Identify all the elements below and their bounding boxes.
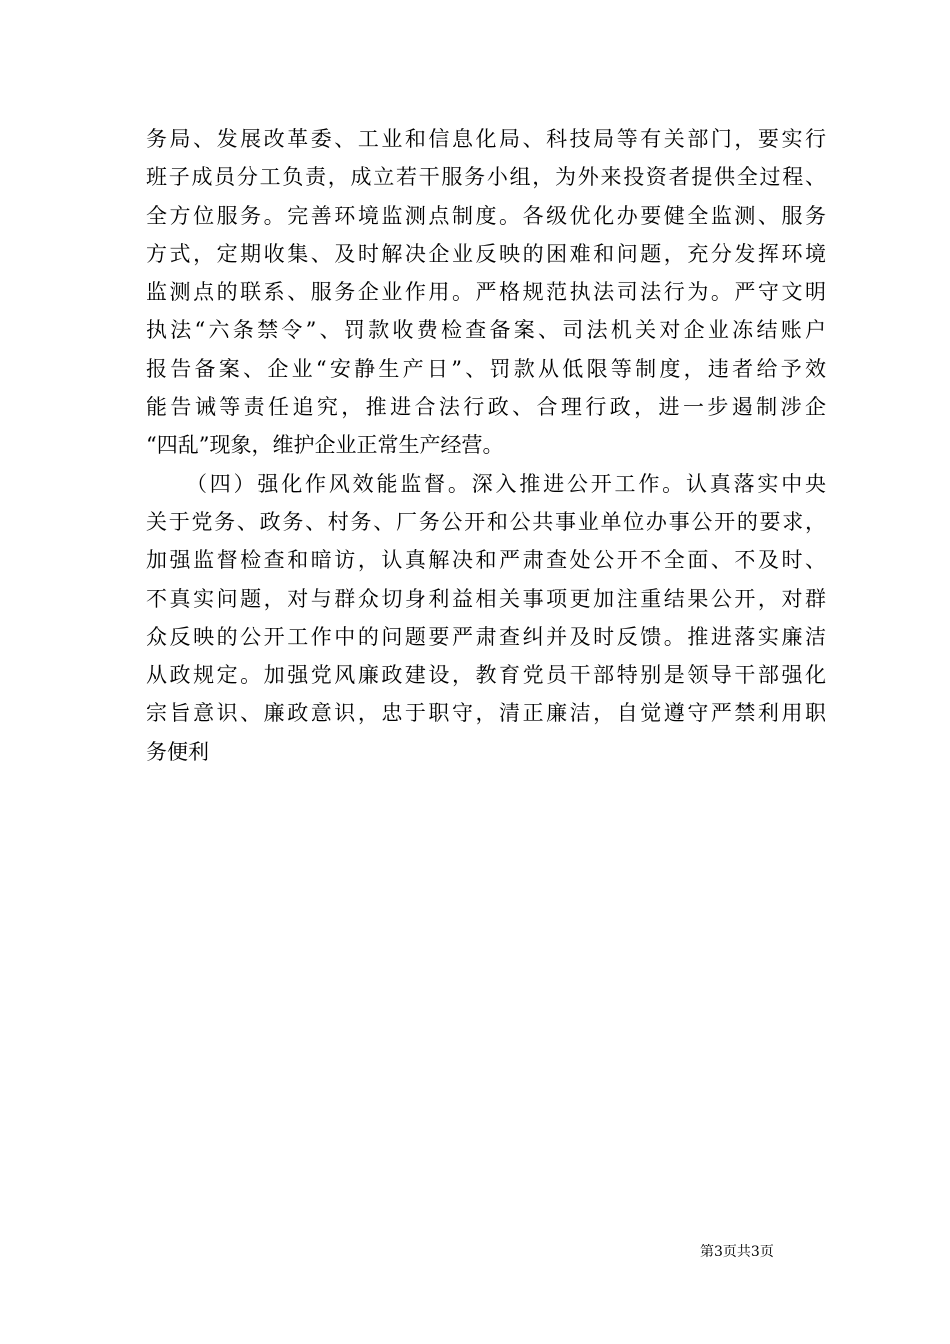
- document-body: [146, 120, 826, 771]
- text-line: 能告诫等责任追究，推进合法行政、合理行政，进一步遏制涉企: [146, 395, 826, 420]
- text-line: 务便利: [146, 739, 209, 764]
- text-line: 班子成员分工负责，成立若干服务小组，为外来投资者提供全过程、: [146, 165, 826, 190]
- text-line: 不真实问题，对与群众切身利益相关事项更加注重结果公开，对群: [146, 586, 826, 611]
- text-line: 执法“六条禁令”、罚款收费检查备案、司法机关对企业冻结账户: [146, 318, 826, 343]
- text-line: 务局、发展改革委、工业和信息化局、科技局等有关部门，要实行: [146, 127, 826, 151]
- text-line: 众反映的公开工作中的问题要严肃查纠并及时反馈。推进落实廉洁: [146, 624, 826, 649]
- paragraph-start-line: （四）强化作风效能监督。深入推进公开工作。认真落实中央: [186, 471, 826, 496]
- page-number-footer: 第3页共3页: [700, 1244, 774, 1260]
- text-line: 从政规定。加强党风廉政建设，教育党员干部特别是领导干部强化: [146, 663, 826, 688]
- text-line: 加强监督检查和暗访，认真解决和严肃查处公开不全面、不及时、: [146, 548, 826, 573]
- text-line: 方式，定期收集、及时解决企业反映的困难和问题，充分发挥环境: [146, 241, 826, 266]
- text-line: 关于党务、政务、村务、厂务公开和公共事业单位办事公开的要求，: [146, 509, 826, 534]
- text-line: 监测点的联系、服务企业作用。严格规范执法司法行为。严守文明: [146, 280, 826, 305]
- text-line: 报告备案、企业“安静生产日”、罚款从低限等制度，违者给予效: [146, 356, 826, 381]
- text-line: “四乱”现象，维护企业正常生产经营。: [146, 433, 504, 458]
- text-line: 宗旨意识、廉政意识，忠于职守，清正廉洁，自觉遵守严禁利用职: [146, 701, 826, 726]
- text-line: 全方位服务。完善环境监测点制度。各级优化办要健全监测、服务: [146, 203, 826, 228]
